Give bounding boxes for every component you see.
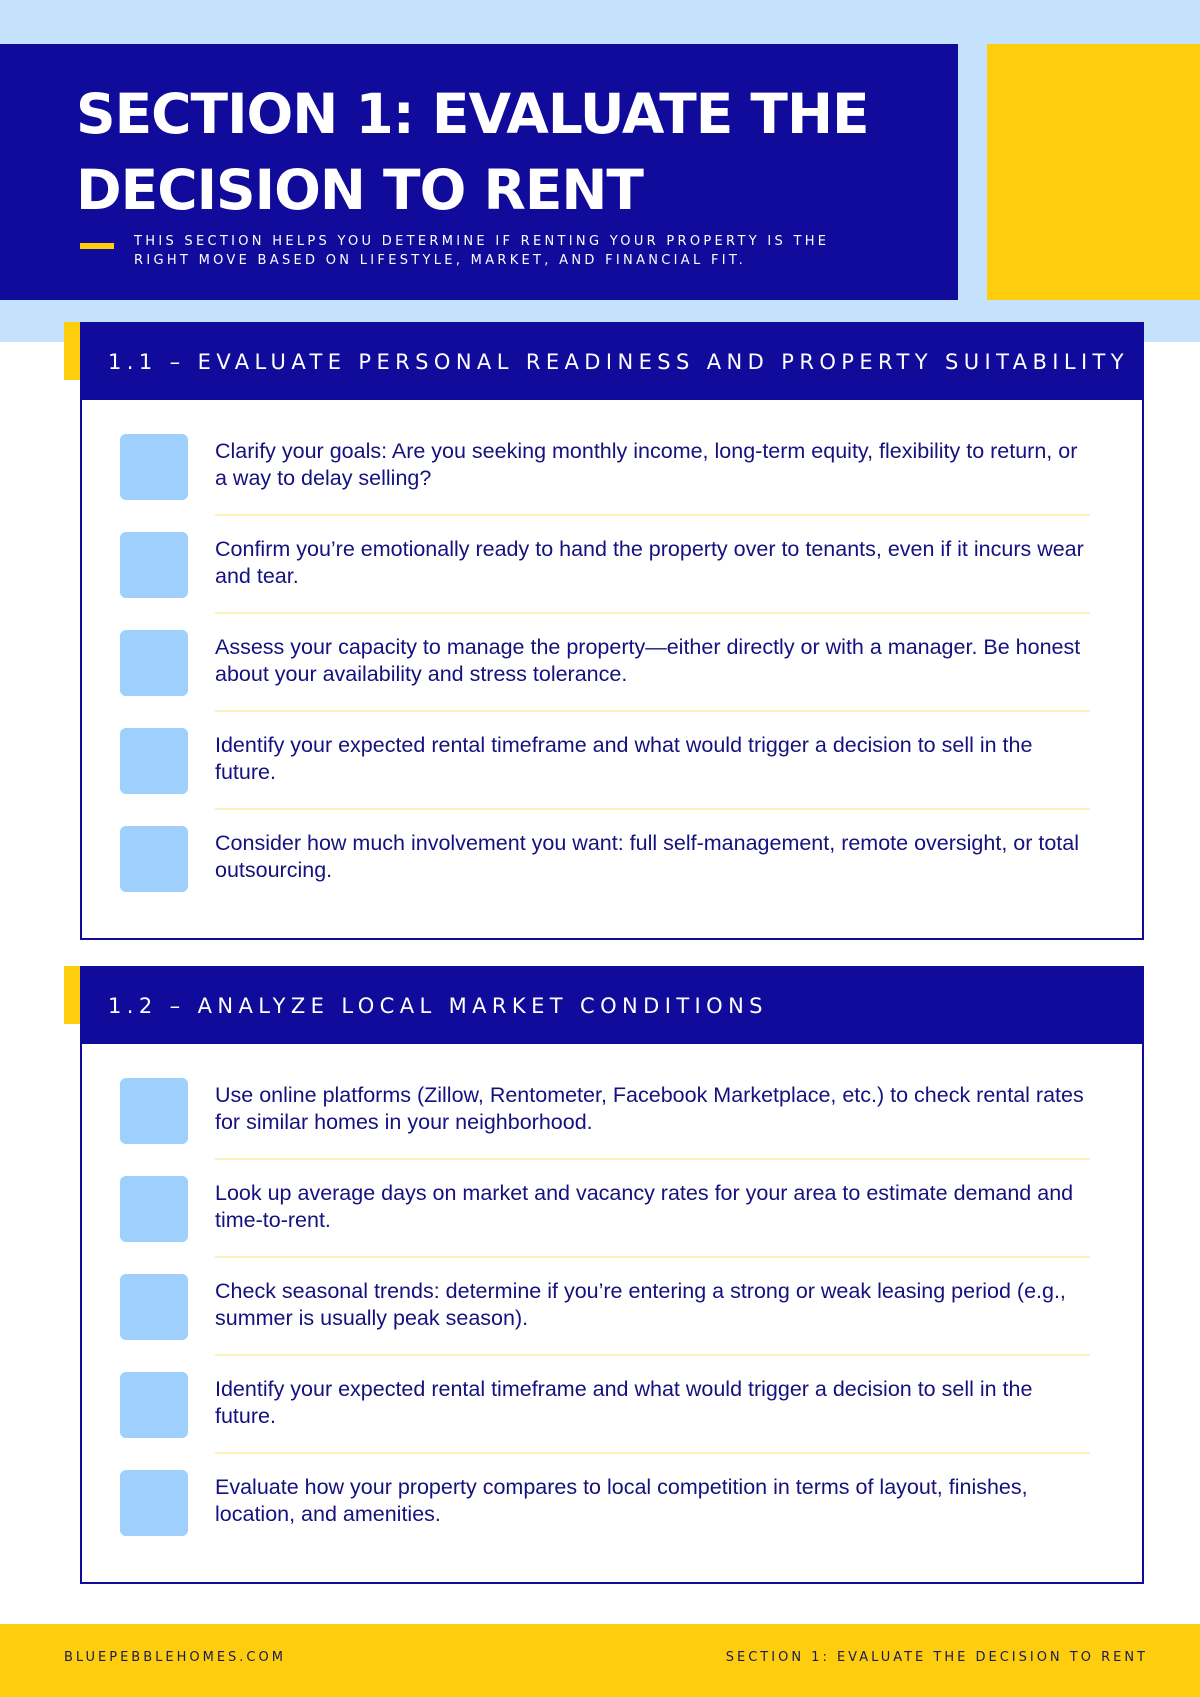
section-1-checklist xyxy=(82,400,1142,892)
checklist-item-text: Consider how much involvement you want: full self-management, remote oversight, or total outsourcing. xyxy=(215,831,1079,882)
checklist-item xyxy=(120,1372,1090,1470)
checklist-item-text: Evaluate how your property compares to local competition in terms of layout, finishes, location, and amenities. xyxy=(215,1475,1028,1526)
decorative-yellow-block xyxy=(987,44,1200,300)
checklist-item xyxy=(120,1176,1090,1274)
checklist-item-text: Check seasonal trends: determine if you’re entering a strong or weak leasing period (e.g., summer is usually peak season). xyxy=(215,1279,1066,1330)
section-2-checklist xyxy=(82,1044,1142,1536)
page-subtitle-line-2: RIGHT MOVE BASED ON LIFESTYLE, MARKET, AND FINANCIAL FIT. xyxy=(134,253,747,268)
item-divider xyxy=(215,1354,1090,1356)
accent-dash xyxy=(80,243,114,249)
item-divider xyxy=(215,1256,1090,1258)
checkbox[interactable] xyxy=(120,1470,188,1536)
page-title xyxy=(76,76,936,228)
checklist-item xyxy=(120,728,1090,826)
checkbox[interactable] xyxy=(120,532,188,598)
item-divider xyxy=(215,710,1090,712)
section-2-heading: 1.2 – ANALYZE LOCAL MARKET CONDITIONS xyxy=(82,968,1142,1044)
section-2-card xyxy=(80,966,1144,1584)
checkbox[interactable] xyxy=(120,630,188,696)
footer-section-title: SECTION 1: EVALUATE THE DECISION TO RENT xyxy=(725,1650,1148,1665)
checklist-item xyxy=(120,532,1090,630)
checkbox[interactable] xyxy=(120,434,188,500)
checklist-item-text: Identify your expected rental timeframe and what would trigger a decision to sell in the future. xyxy=(215,733,1033,784)
checkbox[interactable] xyxy=(120,1372,188,1438)
checklist-item-text: Clarify your goals: Are you seeking monthly income, long-term equity, flexibility to return, or a way to delay selling? xyxy=(215,439,1078,490)
checklist-item-text: Confirm you’re emotionally ready to hand the property over to tenants, even if it incurs wear and tear. xyxy=(215,537,1084,588)
checklist-item-text: Look up average days on market and vacancy rates for your area to estimate demand and time-to-rent. xyxy=(215,1181,1074,1232)
page-footer xyxy=(0,1624,1200,1697)
page-subtitle xyxy=(134,232,934,270)
item-divider xyxy=(215,1452,1090,1454)
item-divider xyxy=(215,514,1090,516)
checkbox[interactable] xyxy=(120,1274,188,1340)
page-subtitle-line-1: THIS SECTION HELPS YOU DETERMINE IF RENTING YOUR PROPERTY IS THE xyxy=(134,234,830,249)
section-1-heading: 1.1 – EVALUATE PERSONAL READINESS AND PROPERTY SUITABILITY xyxy=(82,324,1142,400)
checklist-item-text: Use online platforms (Zillow, Rentometer, Facebook Marketplace, etc.) to check rental rates for similar homes in your neighborhood. xyxy=(215,1083,1084,1134)
item-divider xyxy=(215,612,1090,614)
checklist-item xyxy=(120,1078,1090,1176)
checklist-item xyxy=(120,434,1090,532)
page-title-line-2: DECISION TO RENT xyxy=(76,158,643,222)
checkbox[interactable] xyxy=(120,728,188,794)
item-divider xyxy=(215,808,1090,810)
checklist-item-text: Identify your expected rental timeframe and what would trigger a decision to sell in the future. xyxy=(215,1377,1033,1428)
item-divider xyxy=(215,1158,1090,1160)
section-1-card xyxy=(80,322,1144,940)
checklist-item-text: Assess your capacity to manage the property—either directly or with a manager. Be honest about your availability and stress tolerance. xyxy=(215,635,1081,686)
page-title-line-1: SECTION 1: EVALUATE THE xyxy=(76,82,869,146)
checklist-item xyxy=(120,1470,1090,1536)
checklist-item xyxy=(120,1274,1090,1372)
checkbox[interactable] xyxy=(120,826,188,892)
footer-website: BLUEPEBBLEHOMES.COM xyxy=(64,1650,286,1665)
checkbox[interactable] xyxy=(120,1176,188,1242)
checklist-item xyxy=(120,826,1090,892)
checklist-item xyxy=(120,630,1090,728)
checkbox[interactable] xyxy=(120,1078,188,1144)
